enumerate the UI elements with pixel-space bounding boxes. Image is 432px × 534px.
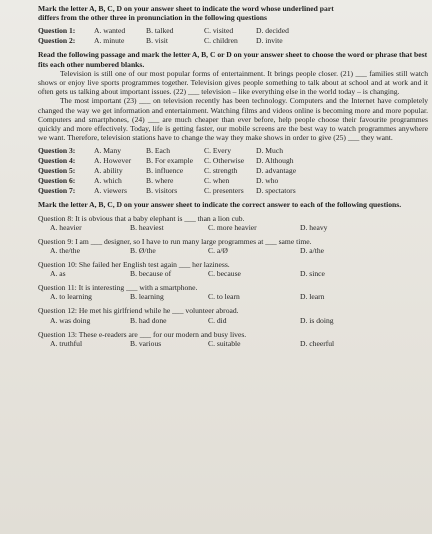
option-b: B. For example [146, 156, 194, 166]
option-b: B. visitors [146, 186, 178, 196]
grammar-question [38, 214, 428, 233]
option-d: D. invite [256, 36, 283, 46]
option-b: B. Each [146, 146, 171, 156]
option-c: C. a/Ø [208, 246, 228, 256]
question-row [38, 176, 428, 186]
option-c: C. strength [204, 166, 238, 176]
option-a: A. wanted [94, 26, 126, 36]
question-label: Question 3: [38, 146, 76, 156]
option-d: D. cheerful [300, 338, 335, 348]
option-d: D. advantage [256, 166, 297, 176]
option-a: A. as [50, 269, 66, 279]
option-c: C. to learn [208, 292, 240, 302]
worksheet-content [38, 4, 428, 349]
grammar-question [38, 260, 428, 279]
option-c: C. Otherwise [204, 156, 245, 166]
option-d: D. spectators [256, 186, 296, 196]
question-row [38, 146, 428, 156]
option-c: C. more heavier [208, 222, 257, 232]
option-d: D. who [256, 176, 279, 186]
option-d: D. heavy [300, 222, 328, 232]
option-a: A. was doing [50, 315, 91, 325]
option-d: D. is doing [300, 315, 334, 325]
option-a: A. to learning [50, 292, 92, 302]
option-b: B. where [146, 176, 174, 186]
option-a: A. the/the [50, 246, 80, 256]
option-b: B. heaviest [130, 222, 164, 232]
question-row [38, 166, 428, 176]
option-c: C. when [204, 176, 230, 186]
option-d: D. since [300, 269, 325, 279]
grammar-question [38, 283, 428, 302]
option-c: C. because [208, 269, 241, 279]
option-d: D. decided [256, 26, 289, 36]
grammar-question [38, 237, 428, 256]
question-text: Question 8: It is obvious that a baby elephant is ___ than a lion cub. [38, 213, 245, 223]
question-text: Question 11: It is interesting ___ with a smartphone. [38, 283, 198, 293]
option-b: B. had done [130, 315, 167, 325]
option-b: B. various [130, 338, 162, 348]
option-d: D. Although [256, 156, 294, 166]
option-c: C. children [204, 36, 238, 46]
option-d: D. learn [300, 292, 325, 302]
reading-paragraph-1: Television is still one of our most popular forms of entertainment. It brings people closer. (21) ___ families still watch shows or enjoy live sports programmes together. Television gives people something to talk about at school and at work and it often gets us talking about important issues. (22) ___ television – like everything else in the world today – is changing. [38, 68, 428, 97]
option-a: A. minute [94, 36, 125, 46]
option-c: C. presenters [204, 186, 244, 196]
option-b: B. learning [130, 292, 164, 302]
option-a: A. heavier [50, 222, 82, 232]
question-row [38, 186, 428, 196]
grammar-question [38, 330, 428, 349]
option-c: C. visited [204, 26, 234, 36]
option-a: A. truthful [50, 338, 83, 348]
question-label: Question 7: [38, 186, 76, 196]
reading-paragraph-2: The most important (23) ___ on television recently has been technology. Computers and the Internet have completely changed the way we get information and entertainment. Watching films and videos online is becoming more and more popular. Computers and smartphones, (24) ___ are much cheaper than ever before, help people choose their favourite programmes quickly and more effectively. Today, life is getting faster, our mobile screens are the best way to watch programmes anywhere we want. Therefore, television stations have to change the way they make shows in order to give (25) ___ they want. [38, 96, 428, 143]
question-row [38, 156, 428, 166]
option-b: B. influence [146, 166, 184, 176]
option-a: A. Many [94, 146, 121, 156]
question-label: Question 4: [38, 156, 76, 166]
option-c: C. did [208, 315, 227, 325]
option-d: D. Much [256, 146, 283, 156]
question-text: Question 9: I am ___ designer, so I have to run many large programmes at ___ same time. [38, 236, 312, 246]
grammar-question [38, 306, 428, 325]
question-text: Question 13: These e-readers are ___ for our modern and busy lives. [38, 329, 247, 339]
option-b: B. because of [130, 269, 172, 279]
pronunciation-instruction-1: Mark the letter A, B, C, D on your answer sheet to indicate the word whose underlined part [38, 4, 334, 13]
question-row [38, 36, 428, 46]
option-c: C. suitable [208, 338, 241, 348]
question-label: Question 2: [38, 36, 76, 46]
reading-instruction: Read the following passage and mark the letter A, B, C or D on your answer sheet to choose the word or phrase that best fits each other numbered blanks. [38, 50, 428, 69]
question-text: Question 10: She failed her English test again ___ her laziness. [38, 260, 230, 270]
question-text: Question 12: He met his girlfriend while he ___ volunteer abroad. [38, 306, 239, 316]
question-row [38, 26, 428, 36]
option-b: B. Ø/the [130, 246, 156, 256]
question-label: Question 5: [38, 166, 76, 176]
pronunciation-instruction-2: differs from the other three in pronunciation in the following questions [38, 13, 267, 23]
option-c: C. Every [204, 146, 231, 156]
option-d: D. a/the [300, 246, 325, 256]
option-b: B. talked [146, 26, 174, 36]
grammar-instruction: Mark the letter A, B, C, D on your answer sheet to indicate the correct answer to each of the following questions. [38, 200, 402, 210]
option-b: B. visit [146, 36, 168, 46]
option-a: A. which [94, 176, 122, 186]
question-label: Question 1: [38, 26, 76, 36]
option-a: A. However [94, 156, 132, 166]
question-label: Question 6: [38, 176, 76, 186]
option-a: A. viewers [94, 186, 127, 196]
option-a: A. ability [94, 166, 123, 176]
